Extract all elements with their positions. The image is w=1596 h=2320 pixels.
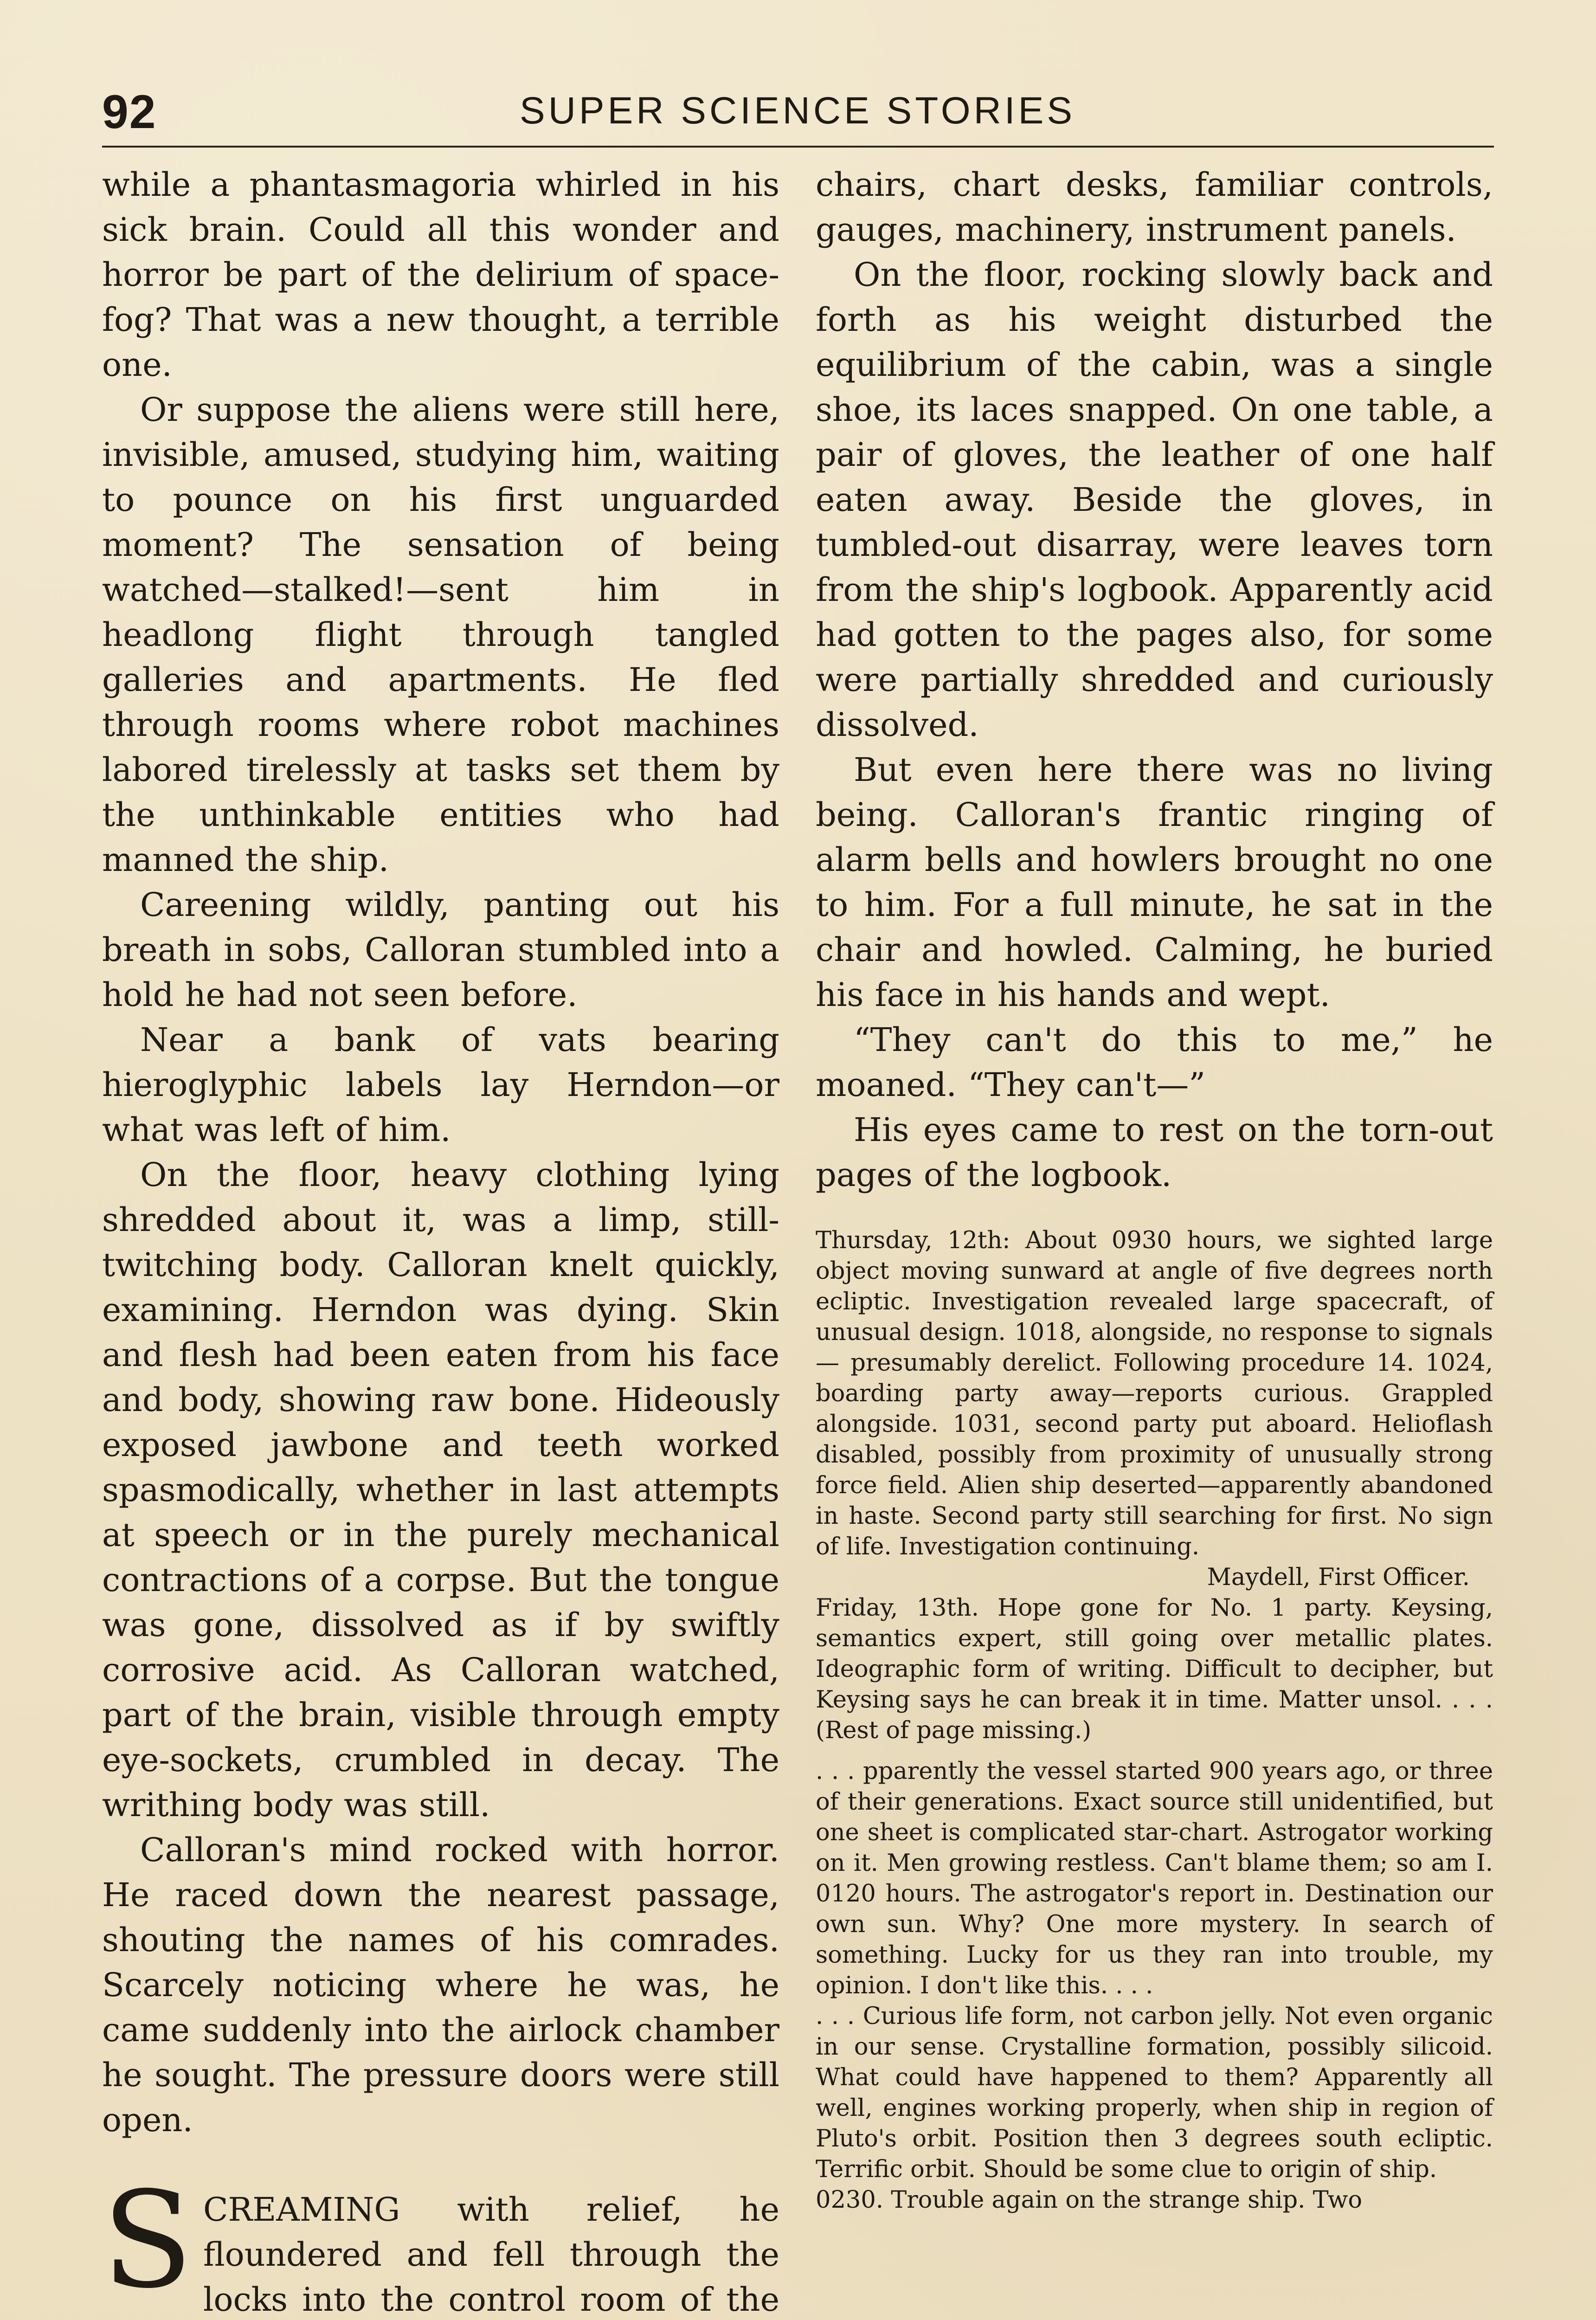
log-entry: Thursday, 12th: About 0930 hours, we sighted large object moving sunward at angle of five degrees north ecliptic. Investigation revealed large spacecraft, of unusual design. 1018, alongside, no response to signals— presumably derelict. Following procedure 14. 1024, boarding party away—reports curious. Grappled alongside. 1031, second party put aboard. Helioflash disabled, possibly from proximity of unusually strong force field. Alien ship deserted—apparently abandoned in haste. Second party still searching for first. No sign of life. Investigation continuing. bbox=[816, 1227, 1493, 1560]
paragraph: Calloran's mind rocked with horror. He raced down the nearest passage, shouting the names of his comrades. Scarcely noticing where he was, he came suddenly into the airlock chamber he sought. The pressure doors were still open. bbox=[102, 1831, 779, 2139]
paragraph: On the floor, rocking slowly back and forth as his weight disturbed the equilibrium of the cabin, was a single shoe, its laces snapped. On one table, a pair of gloves, the leather of one half eaten away. Beside the gloves, in tumbled-out disarray, were leaves torn from the ship's logbook. Apparently acid had gotten to the pages also, for some were partially shredded and curiously dissolved. bbox=[816, 256, 1493, 744]
log-entry: 0230. Trouble again on the strange ship. Two bbox=[816, 2186, 1363, 2214]
logbook-excerpt bbox=[816, 1225, 1493, 2216]
log-signature: Maydell, First Officer. bbox=[1207, 1564, 1470, 1591]
paragraph: But even here there was no living being. Calloran's frantic ringing of alarm bells and howlers brought no one to him. For a full minute, he sat in the chair and howled. Calming, he buried his face in his hands and wept. bbox=[816, 751, 1493, 1014]
right-column bbox=[816, 162, 1493, 2216]
drop-cap: S bbox=[102, 2164, 193, 2318]
paragraph: while a phantasmagoria whirled in his sick brain. Could all this wonder and horror be part of the delirium of space-fog? That was a new thought, a terrible one. bbox=[102, 166, 779, 384]
log-entry: . . . Curious life form, not carbon jelly. Not even organic in our sense. Crystalline formation, possibly silicoid. What could have happened to them? Apparently all well, engines working properly, when ship in region of Pluto's orbit. Position then 3 degrees south ecliptic. Terrific orbit. Should be some clue to origin of ship. bbox=[816, 2003, 1493, 2183]
log-entry: Friday, 13th. Hope gone for No. 1 party. Keysing, semantics expert, still going over metallic plates. Ideographic form of writing. Difficult to decipher, but Keysing says he can break it in time. Matter unsol. . . . (Rest of page missing.) bbox=[816, 1594, 1493, 1744]
paragraph: On the floor, heavy clothing lying shredded about it, was a limp, still-twitching body. Calloran knelt quickly, examining. Herndon was dying. Skin and flesh had been eaten from his face and body, showing raw bone. Hideously exposed jawbone and teeth worked spasmodically, whether in last attempts at speech or in the purely mechanical contractions of a corpse. But the tongue was gone, dissolved as if by swiftly corrosive acid. As Calloran watched, part of the brain, visible through empty eye-sockets, crumbled in decay. The writhing body was still. bbox=[102, 1156, 779, 1824]
paragraph: Near a bank of vats bearing hieroglyphic labels lay Herndon—or what was left of him. bbox=[102, 1021, 779, 1149]
paragraph: Or suppose the aliens were still here, invisible, amused, studying him, waiting to pounce on his first unguarded moment? The sensation of being watched—stalked!—sent him in headlong flight through tangled galleries and apartments. He fled through rooms where robot machines labored tirelessly at tasks set them by the unthinkable entities who had manned the ship. bbox=[102, 391, 779, 879]
page-header bbox=[0, 85, 1596, 148]
paragraph: “They can't do this to me,” he moaned. “They can't—” bbox=[816, 1021, 1493, 1104]
log-entry: . . . pparently the vessel started 900 years ago, or three of their generations. Exact source still unidentified, but one sheet is complicated star-chart. Astrogator working on it. Men growing restless. Can't blame them; so am I. 0120 hours. The astrogator's report in. Destination our own sun. Why? One more mystery. In search of something. Lucky for us they ran into trouble, my opinion. I don't like this. . . . bbox=[816, 1758, 1493, 1999]
paragraph: His eyes came to rest on the torn-out pages of the logbook. bbox=[816, 1111, 1493, 1194]
header-rule bbox=[102, 146, 1494, 148]
left-column bbox=[102, 162, 779, 2320]
dropcap-paragraph-block bbox=[102, 2164, 779, 2320]
paragraph: Careening wildly, panting out his breath in sobs, Calloran stumbled into a hold he had not seen before. bbox=[102, 886, 779, 1014]
dropcap-paragraph: CREAMING with relief, he floundered and fell through the locks into the control room of the bbox=[203, 2191, 779, 2319]
page-number: 92 bbox=[102, 85, 157, 138]
running-head: SUPER SCIENCE STORIES bbox=[520, 90, 1076, 132]
paragraph: chairs, chart desks, familiar controls, gauges, machinery, instrument panels. bbox=[816, 166, 1493, 249]
